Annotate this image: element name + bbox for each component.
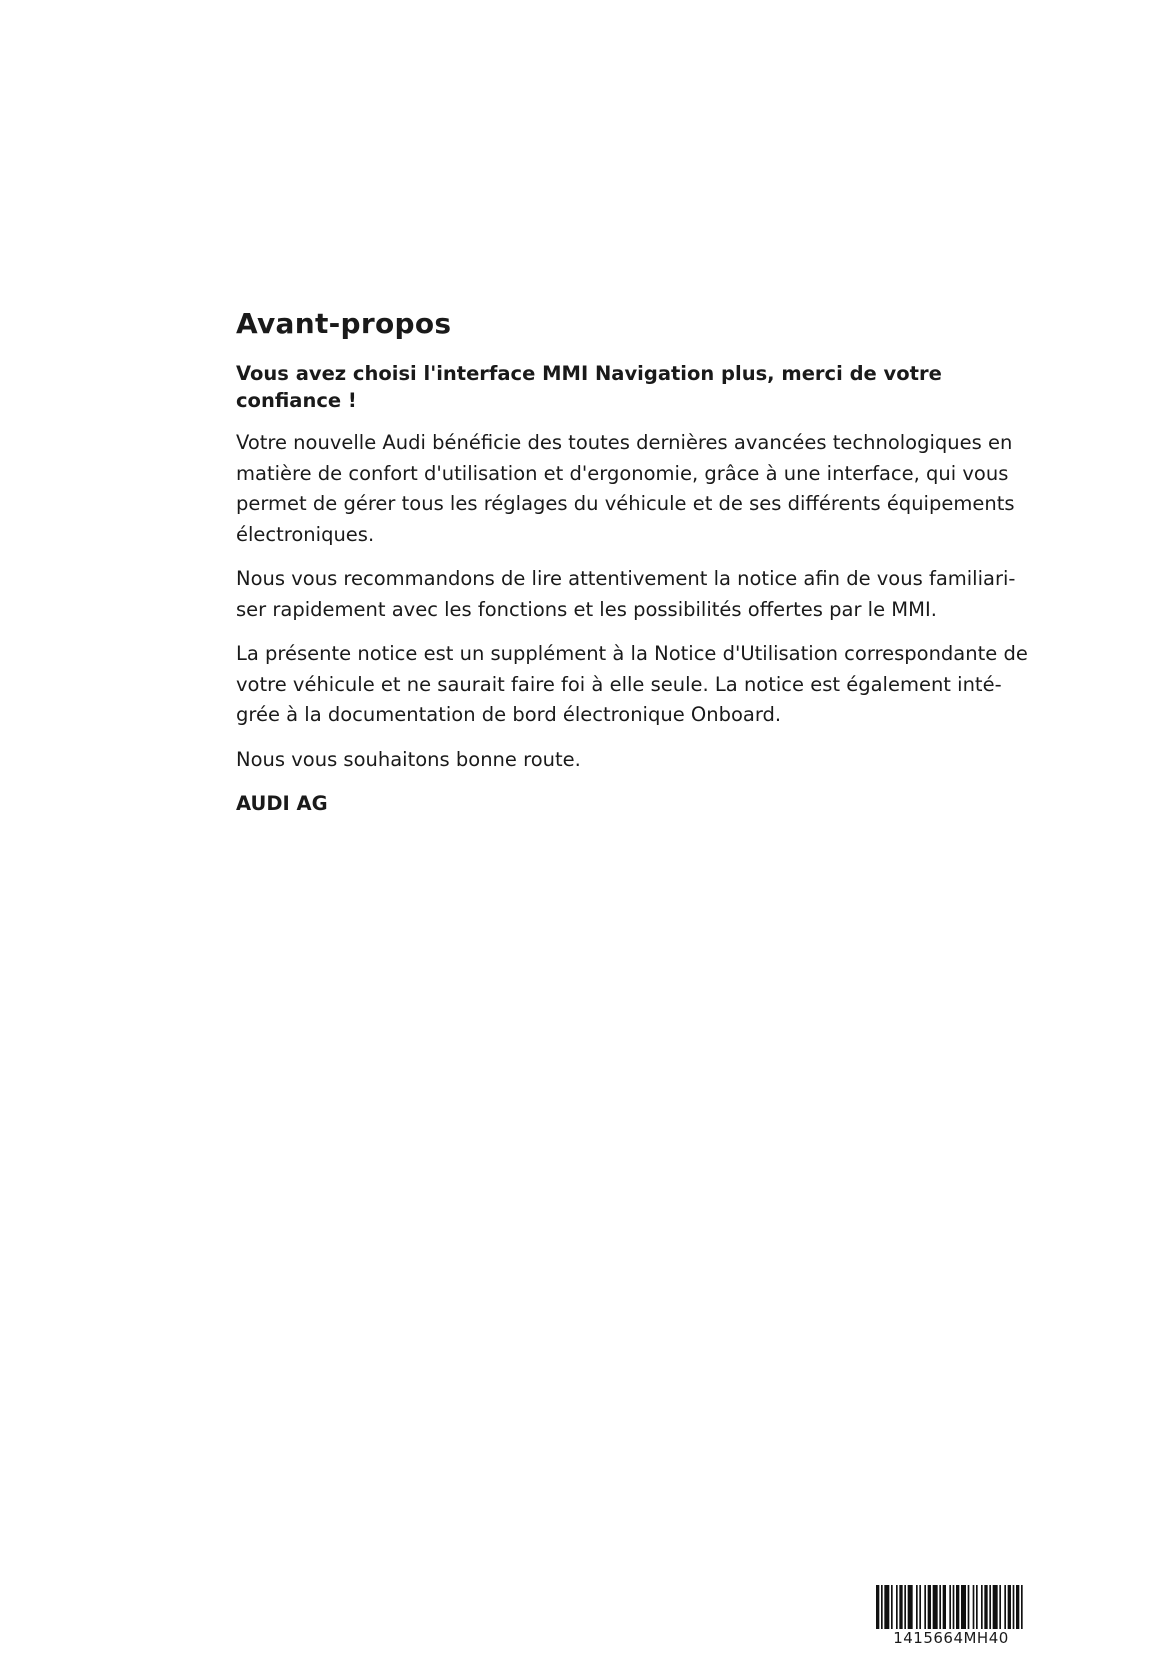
paragraph-supplement: La présente notice est un supplément à la Notice d'Utilisation correspondante de votre véhicule et ne saurait faire foi à elle seule. La notice est également intégrée à la documentation de bord électronique Onboard. xyxy=(236,642,1028,726)
foreword-section xyxy=(236,306,1036,819)
barcode-bar xyxy=(939,1585,941,1629)
barcode-bar xyxy=(891,1585,893,1629)
barcode-bar xyxy=(884,1585,889,1629)
barcode-bar xyxy=(904,1585,906,1629)
paragraph-recommendation: Nous vous recommandons de lire attentivement la notice afin de vous familiariser rapidement avec les fonctions et les possibilités offertes par le MMI. xyxy=(236,567,1016,621)
barcode-bar xyxy=(933,1585,938,1629)
barcode-icon xyxy=(876,1585,1026,1629)
paragraph-farewell: Nous vous souhaitons bonne route. xyxy=(236,747,581,771)
barcode-bar xyxy=(949,1585,951,1629)
barcode-bar xyxy=(993,1585,998,1629)
barcode-bar xyxy=(1021,1585,1023,1629)
barcode-bar xyxy=(1008,1585,1011,1629)
barcode-bar xyxy=(981,1585,983,1629)
barcode-bar xyxy=(916,1585,918,1629)
barcode-bar xyxy=(961,1585,966,1629)
barcode-bar xyxy=(1004,1585,1006,1629)
barcode-bar xyxy=(989,1585,991,1629)
barcode-bar xyxy=(956,1585,959,1629)
barcode-bar xyxy=(928,1585,931,1629)
barcode-bar xyxy=(919,1585,921,1629)
page-title: Avant-propos xyxy=(236,307,452,340)
barcode-bar xyxy=(881,1585,883,1629)
signature: AUDI AG xyxy=(236,792,328,815)
barcode-bar xyxy=(984,1585,987,1629)
barcode-bar xyxy=(953,1585,955,1629)
barcode-bar xyxy=(976,1585,978,1629)
barcode-bar xyxy=(924,1585,926,1629)
barcode-bar xyxy=(1013,1585,1015,1629)
barcode-bar xyxy=(1016,1585,1019,1629)
barcode-bar xyxy=(896,1585,898,1629)
barcode-bar xyxy=(973,1585,975,1629)
barcode-bar xyxy=(968,1585,970,1629)
barcode-number: 1415664MH40 xyxy=(893,1629,1009,1647)
barcode-bar xyxy=(899,1585,902,1629)
barcode-block xyxy=(876,1585,1026,1647)
barcode-bar xyxy=(999,1585,1001,1629)
paragraph-technology: Votre nouvelle Audi bénéficie des toutes dernières avancées technologiques en matière de confort d'utilisation et d'ergonomie, grâce à une interface, qui vous permet de gérer tous les réglages du véhicule et de ses différents équipements électroniques. xyxy=(236,431,1015,546)
barcode-bar xyxy=(876,1585,879,1629)
intro-heading: Vous avez choisi l'interface MMI Navigation plus, merci de votre confiance ! xyxy=(236,362,942,412)
barcode-bar xyxy=(908,1585,913,1629)
barcode-bar xyxy=(943,1585,946,1629)
